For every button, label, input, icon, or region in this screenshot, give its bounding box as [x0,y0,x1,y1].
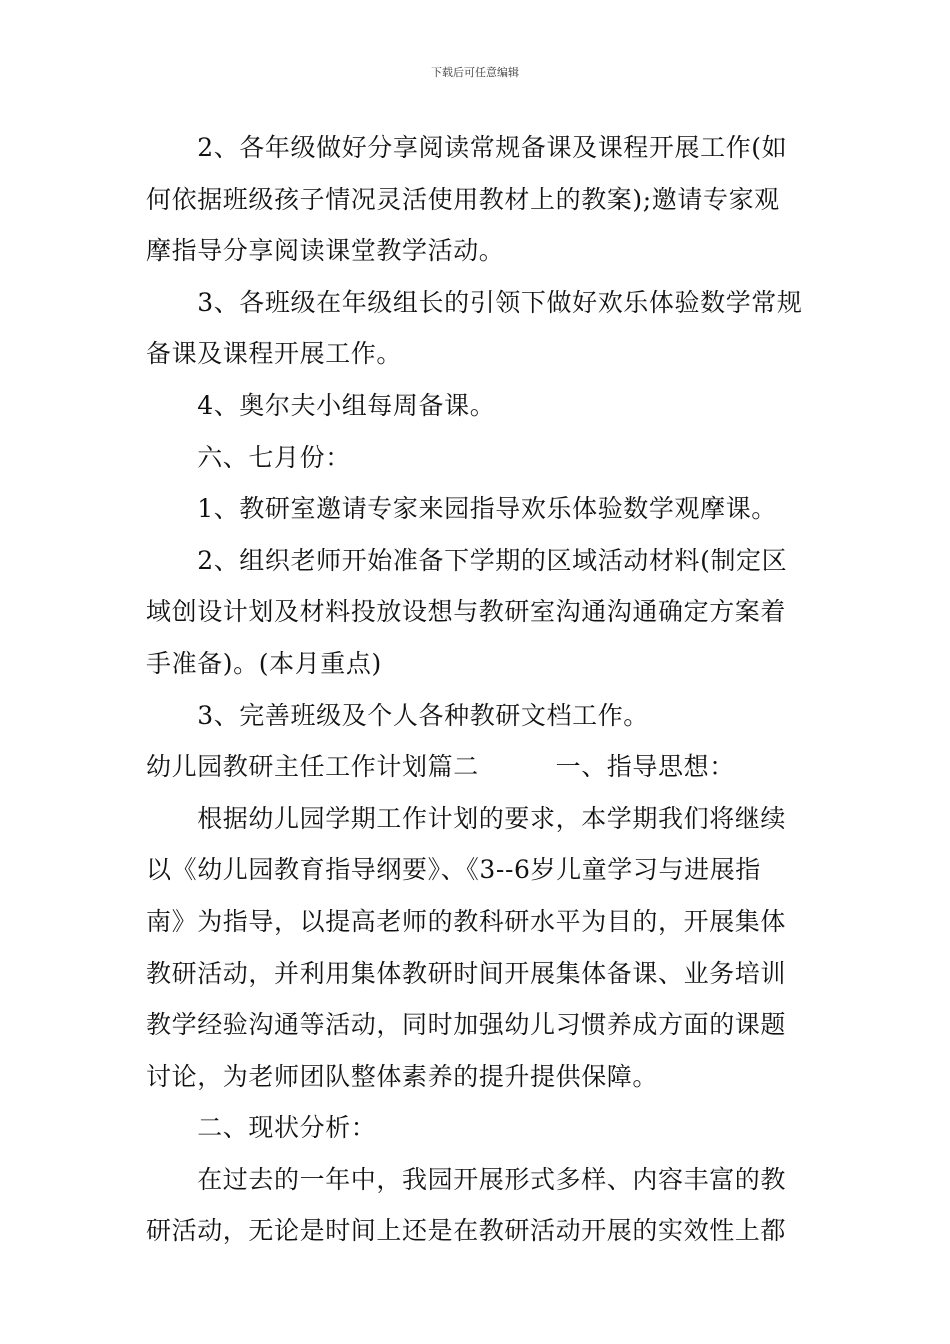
text-line: 3、完善班级及个人各种教研文档工作。 [146,700,649,730]
text-line: 2、组织老师开始准备下学期的区域活动材料(制定区 [146,545,788,575]
text-line: 摩指导分享阅读课堂教学活动。 [146,236,505,266]
text-line: 2、各年级做好分享阅读常规备课及课程开展工作(如 [146,133,788,162]
text-line: 何依据班级孩子情况灵活使用教材上的教案);邀请专家观 [146,184,780,214]
text-line: 在过去的一年中，我园开展形式多样、内容丰富的教 [146,1164,787,1194]
page-header-note: 下载后可任意编辑 [431,66,519,79]
text-line: 以《幼儿园教育指导纲要》、《3--6岁儿童学习与进展指 [146,855,761,885]
text-line: 讨论，为老师团队整体素养的提升提供保障。 [146,1061,659,1091]
section-heading: 六、七月份： [146,442,351,472]
section-heading: 二、现状分析： [146,1113,377,1143]
text-line: 教研活动，并利用集体教研时间开展集体备课、业务培训 [146,958,787,988]
text-line: 1、教研室邀请专家来园指导欢乐体验数学观摩课。 [146,494,777,524]
text-line: 手准备)。(本月重点) [146,648,382,678]
text-line: 根据幼儿园学期工作计划的要求，本学期我们将继续 [146,803,787,833]
section-title: 幼儿园教研主任工作计划篇二 一、指导思想： [146,752,735,782]
document-body [146,122,808,1257]
text-line: 研活动，无论是时间上还是在教研活动开展的实效性上都 [146,1216,787,1246]
text-line: 教学经验沟通等活动，同时加强幼儿习惯养成方面的课题 [146,1010,787,1040]
text-line: 3、各班级在年级组长的引领下做好欢乐体验数学常规 [146,287,803,317]
text-line: 域创设计划及材料投放设想与教研室沟通沟通确定方案着 [146,597,787,627]
text-line: 备课及课程开展工作。 [146,339,403,369]
text-line: 南》为指导，以提高老师的教科研水平为目的，开展集体 [146,906,787,936]
text-line: 4、奥尔夫小组每周备课。 [146,390,496,420]
